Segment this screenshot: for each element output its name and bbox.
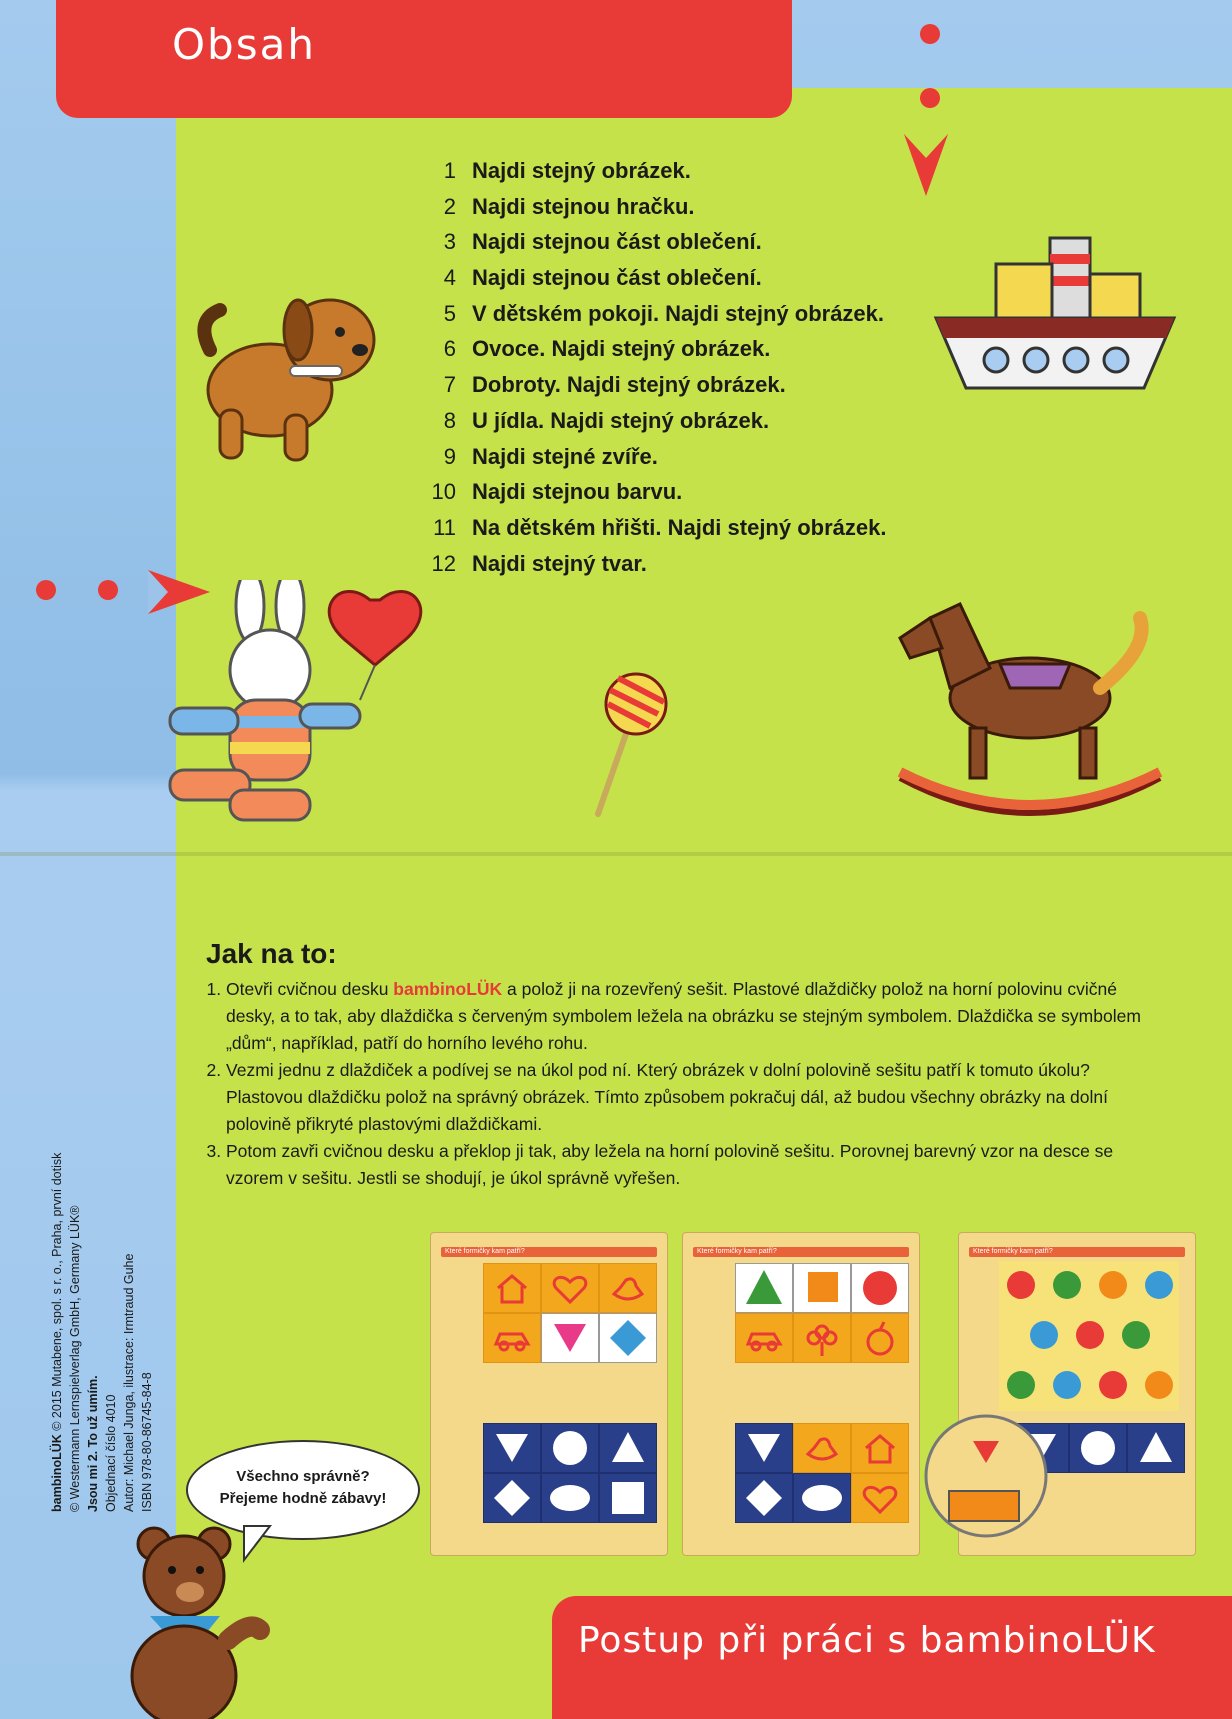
diamond-icon	[600, 1314, 656, 1362]
tile-ellipse	[793, 1473, 851, 1523]
triangle-up-icon	[600, 1424, 656, 1472]
circle-icon	[1070, 1424, 1126, 1472]
workbook-header: Které formičky kam patří?	[441, 1247, 657, 1257]
diamond-icon	[736, 1474, 792, 1522]
flower-icon	[794, 1314, 850, 1362]
toc-item: 2 Najdi stejnou hračku.	[443, 193, 695, 219]
ship-illustration	[930, 228, 1180, 398]
tile-car	[483, 1313, 541, 1363]
toc-item: 6 Ovoce. Najdi stejný obrázek.	[443, 336, 771, 362]
page-fold-line	[0, 852, 1232, 856]
workbook-example-3	[958, 1232, 1196, 1556]
dot-pattern-board	[999, 1261, 1179, 1411]
header-tab	[56, 0, 792, 118]
tile-circle-red	[851, 1263, 909, 1313]
toc-item: 12 Najdi stejný tvar.	[431, 550, 647, 576]
toc-item: 11 Na dětském hřišti. Najdi stejný obrázek.	[433, 514, 887, 540]
heart-icon	[852, 1474, 908, 1522]
brand-name: bambinoLÜK	[393, 979, 503, 999]
toc-item: 4 Najdi stejnou část oblečení.	[443, 265, 762, 291]
table-of-contents	[420, 158, 940, 586]
apple-icon	[852, 1314, 908, 1362]
triangle-down-icon	[736, 1424, 792, 1472]
tile-triangle-down	[735, 1423, 793, 1473]
ellipse-icon	[542, 1474, 598, 1522]
bunny-illustration	[160, 580, 460, 840]
credits-line: bambinoLÜK © 2015 Mutabene, spol. s r. o., Praha, první dotisk	[50, 1152, 64, 1512]
tile-triangle-green	[735, 1263, 793, 1313]
tile-diamond	[483, 1473, 541, 1523]
tile-circle	[1069, 1423, 1127, 1473]
toc-item: 10 Najdi stejnou barvu.	[431, 479, 683, 505]
workbook-example-2	[682, 1232, 920, 1556]
circle-icon	[852, 1264, 908, 1312]
tile-square-orange	[793, 1263, 851, 1313]
lollipop-illustration	[588, 668, 668, 818]
tile-ellipse	[541, 1473, 599, 1523]
rocking-horse-illustration	[880, 588, 1170, 828]
magnifier-circle-icon	[921, 1411, 1051, 1541]
credits-line: ISBN 978-80-86745-84-8	[140, 1372, 154, 1512]
credits-line: © Westermann Lernspielverlag GmbH, Germany LÜK®	[68, 1205, 82, 1512]
toc-item: 1 Najdi stejný obrázek.	[443, 158, 691, 183]
tile-diamond-blue	[599, 1313, 657, 1363]
duck-icon	[600, 1264, 656, 1312]
decor-dot-4	[98, 580, 118, 600]
workbook-header: Které formičky kam patří?	[969, 1247, 1185, 1257]
tile-duck	[599, 1263, 657, 1313]
tile-triangle-up	[1127, 1423, 1185, 1473]
toc-item: 7 Dobroty. Najdi stejný obrázek.	[443, 372, 786, 398]
house-icon	[484, 1264, 540, 1312]
credits-block	[48, 1012, 156, 1512]
tile-apple	[851, 1313, 909, 1363]
toc-item: 9 Najdi stejné zvíře.	[443, 443, 658, 469]
tile-triangle-up	[599, 1423, 657, 1473]
tile-duck	[793, 1423, 851, 1473]
instructions-section	[206, 938, 1166, 1192]
toc-item: 3 Najdi stejnou část oblečení.	[443, 229, 762, 255]
credits-line: Autor: Michael Junga, ilustrace: Irmtraud Guhe	[122, 1253, 136, 1512]
tile-heart	[541, 1263, 599, 1313]
tile-house	[851, 1423, 909, 1473]
diamond-icon	[484, 1474, 540, 1522]
credits-line: Jsou mi 2. To už umím.	[86, 1375, 100, 1512]
workbook-header: Které formičky kam patří?	[693, 1247, 909, 1257]
toc-item: 8 U jídla. Najdi stejný obrázek.	[443, 407, 770, 433]
triangle-icon	[736, 1264, 792, 1312]
triangle-up-icon	[1128, 1424, 1184, 1472]
tile-circle	[541, 1423, 599, 1473]
toc-item: 5 V dětském pokoji. Najdi stejný obrázek.	[443, 300, 885, 326]
tile-heart	[851, 1473, 909, 1523]
circle-icon	[542, 1424, 598, 1472]
decor-dot-3	[36, 580, 56, 600]
tile-square	[599, 1473, 657, 1523]
square-icon	[794, 1264, 850, 1312]
dog-illustration	[190, 270, 390, 470]
tile-triangle-down	[483, 1423, 541, 1473]
footer-title: Postup při práci s bambinoLÜK	[578, 1620, 1156, 1661]
square-icon	[600, 1474, 656, 1522]
credits-line: Objednací číslo 4010	[104, 1394, 118, 1512]
page-title: Obsah	[172, 20, 316, 69]
tile-house	[483, 1263, 541, 1313]
triangle-down-icon	[484, 1424, 540, 1472]
tile-car	[735, 1313, 793, 1363]
tile-diamond	[735, 1473, 793, 1523]
ellipse-icon	[794, 1474, 850, 1522]
house-icon	[852, 1424, 908, 1472]
workbook-example-1	[430, 1232, 668, 1556]
car-icon	[736, 1314, 792, 1362]
speech-bubble: Všechno správně? Přejeme hodně zábavy!	[186, 1440, 420, 1540]
instruction-step: 3. Potom zavři cvičnou desku a překlop ji tak, aby ležela na horní polovině sešitu. Porovnej barevný vzor na desce se vzorem v sešitu. Jestli se shodují, je úkol správně vyřešen.	[226, 1138, 1166, 1192]
car-icon	[484, 1314, 540, 1362]
heart-icon	[542, 1264, 598, 1312]
tile-flower	[793, 1313, 851, 1363]
decor-dot-1	[920, 24, 940, 44]
decor-dot-2	[920, 88, 940, 108]
instructions-list	[206, 976, 1166, 1192]
instruction-step: 2. Vezmi jednu z dlaždiček a podívej se na úkol pod ní. Který obrázek v dolní polovině sešitu patří k tomuto úkolu? Plastovou dlaždičku polož na správný obrázek. Tímto způsobem pokračuj dál, až budou všechny obrázky na dolní polovině přikryté plastovými dlaždičkami.	[226, 1057, 1166, 1138]
triangle-icon	[542, 1314, 598, 1362]
instructions-heading: Jak na to:	[206, 938, 337, 969]
teddy-bear-illustration	[110, 1520, 270, 1719]
instruction-step: 1. Otevři cvičnou desku bambinoLÜK a polož ji na rozevřený sešit. Plastové dlaždičky polož na horní polovinu cvičné desky, a to tak, aby dlaždička s červeným symbolem ležela na obrázku se stejným symbolem. Dlaždička se symbolem „dům“, například, patří do horního levého rohu.	[226, 976, 1166, 1057]
tile-triangle-pink	[541, 1313, 599, 1363]
duck-icon	[794, 1424, 850, 1472]
